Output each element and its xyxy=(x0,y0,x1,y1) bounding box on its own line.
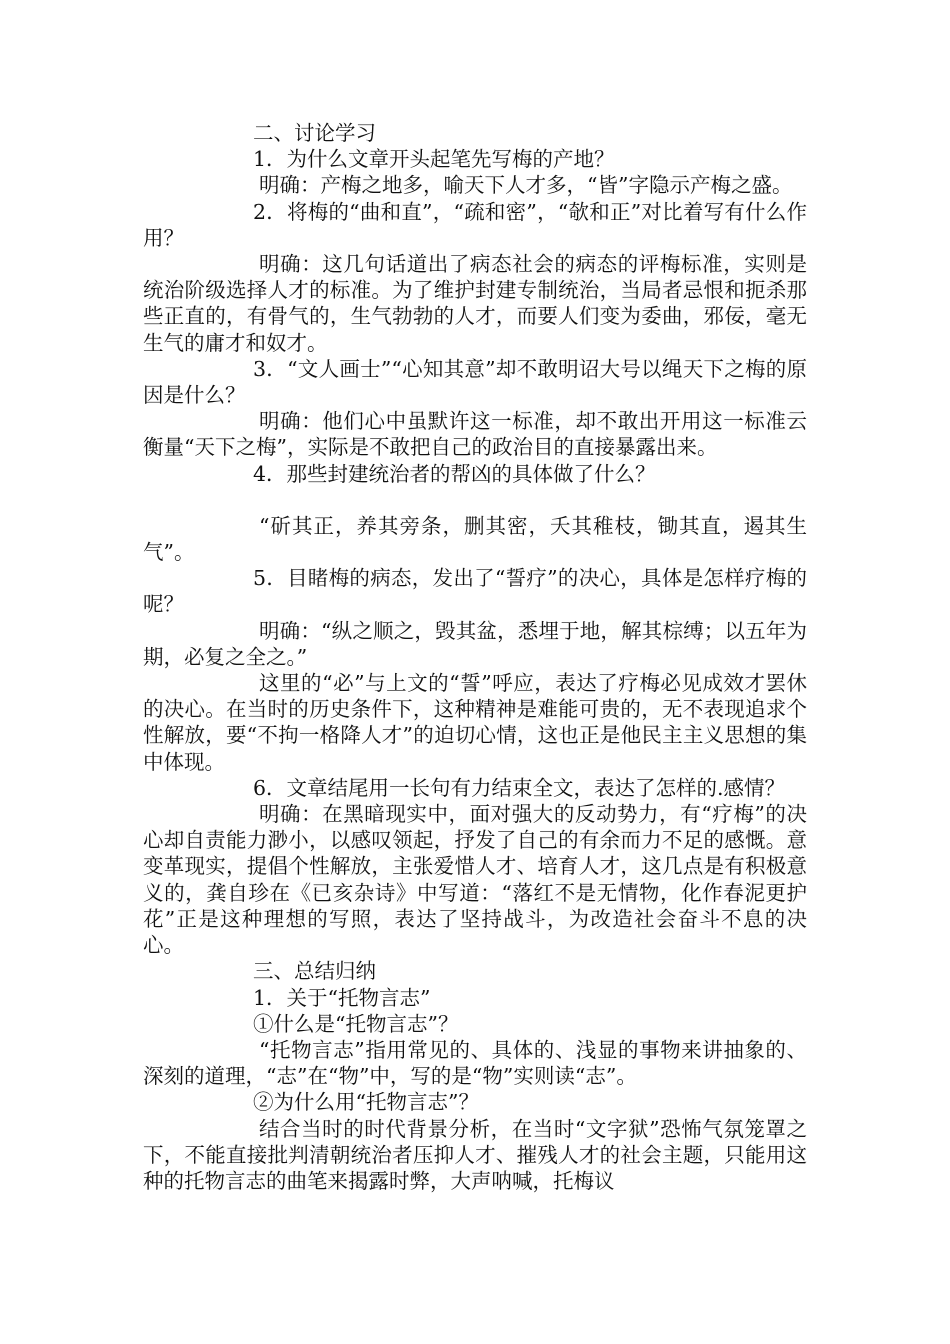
paragraph: 1．关于“托物言志” xyxy=(253,985,431,1010)
paragraph: “托物言志”指用常见的、具体的、浅显的事物来讲抽象的、深刻的道理，“志”在“物”中，写的是“物”实则读“志”。 xyxy=(143,1037,807,1089)
paragraph: 明确：他们心中虽默许这一标准，却不敢出开用这一标准云衡量“天下之梅”，实际是不敢把自己的政治目的直接暴露出来。 xyxy=(143,409,807,460)
paragraph: “斫其正，养其旁条，删其密，夭其稚枝，锄其直，遏其生气”。 xyxy=(143,513,807,565)
paragraph: 4．那些封建统治者的帮凶的具体做了什么？ xyxy=(253,461,656,486)
paragraph: ①什么是“托物言志”？ xyxy=(253,1011,459,1036)
paragraph: 这里的“必”与上文的“誓”呼应，表达了疗梅必见成效才罢休的决心。在当时的历史条件下，这种精神是难能可贵的，无不表现追求个性解放，要“不拘一格降人才”的迫切心情，这也正是他民主主义思想的集中体现。 xyxy=(143,671,807,774)
paragraph: 6．文章结尾用一长句有力结束全文，表达了怎样的.感情？ xyxy=(253,775,786,800)
paragraph: 三、总结归纳 xyxy=(253,959,376,984)
paragraph: 二、讨论学习 xyxy=(253,121,376,145)
paragraph: 明确：这几句话道出了病态社会的病态的评梅标准，实则是统治阶级选择人才的标准。为了维护封建专制统治，当局者忌恨和扼杀那些正直的，有骨气的，生气勃勃的人才，而要人们变为委曲，邪佞，毫无生气的庸才和奴才。 xyxy=(143,252,807,355)
paragraph: 结合当时的时代背景分析，在当时“文字狱”恐怖气氛笼罩之下，不能直接批判清朝统治者压抑人才、摧残人才的社会主题，只能用这种的托物言志的曲笔来揭露时弊，大声呐喊，托梅议 xyxy=(143,1116,807,1193)
paragraph: 3．“文人画士”“心知其意”却不敢明诏大号以绳天下之梅的原因是什么？ xyxy=(143,356,807,408)
paragraph: 明确：在黑暗现实中，面对强大的反动势力，有“疗梅”的决心却自责能力渺小，以感叹领起，抒发了自己的有余而力不足的感慨。意变革现实，提倡个性解放，主张爱惜人才、培育人才，这几点是有积极意义的，龚自珍在《已亥杂诗》中写道：“落红不是无情物，化作春泥更护花”正是这种理想的写照，表达了坚持战斗，为改造社会奋斗不息的决心。 xyxy=(143,802,807,958)
paragraph: 2．将梅的“曲和直”，“疏和密”，“欹和正”对比着写有什么作用？ xyxy=(143,199,807,250)
paragraph: ②为什么用“托物言志”？ xyxy=(253,1090,479,1115)
blank-line xyxy=(143,487,807,513)
paragraph: 明确：“纵之顺之，毁其盆，悉埋于地，解其棕缚；以五年为期，必复之全之。” xyxy=(143,618,807,669)
paragraph: 5．目睹梅的病态，发出了“誓疗”的决心，具体是怎样疗梅的呢？ xyxy=(143,566,807,617)
paragraph: 1．为什么文章开头起笔先写梅的产地？ xyxy=(253,147,615,172)
paragraph: 明确：产梅之地多，喻天下人才多，“皆”字隐示产梅之盛。 xyxy=(259,173,793,198)
document-body xyxy=(143,120,807,1194)
